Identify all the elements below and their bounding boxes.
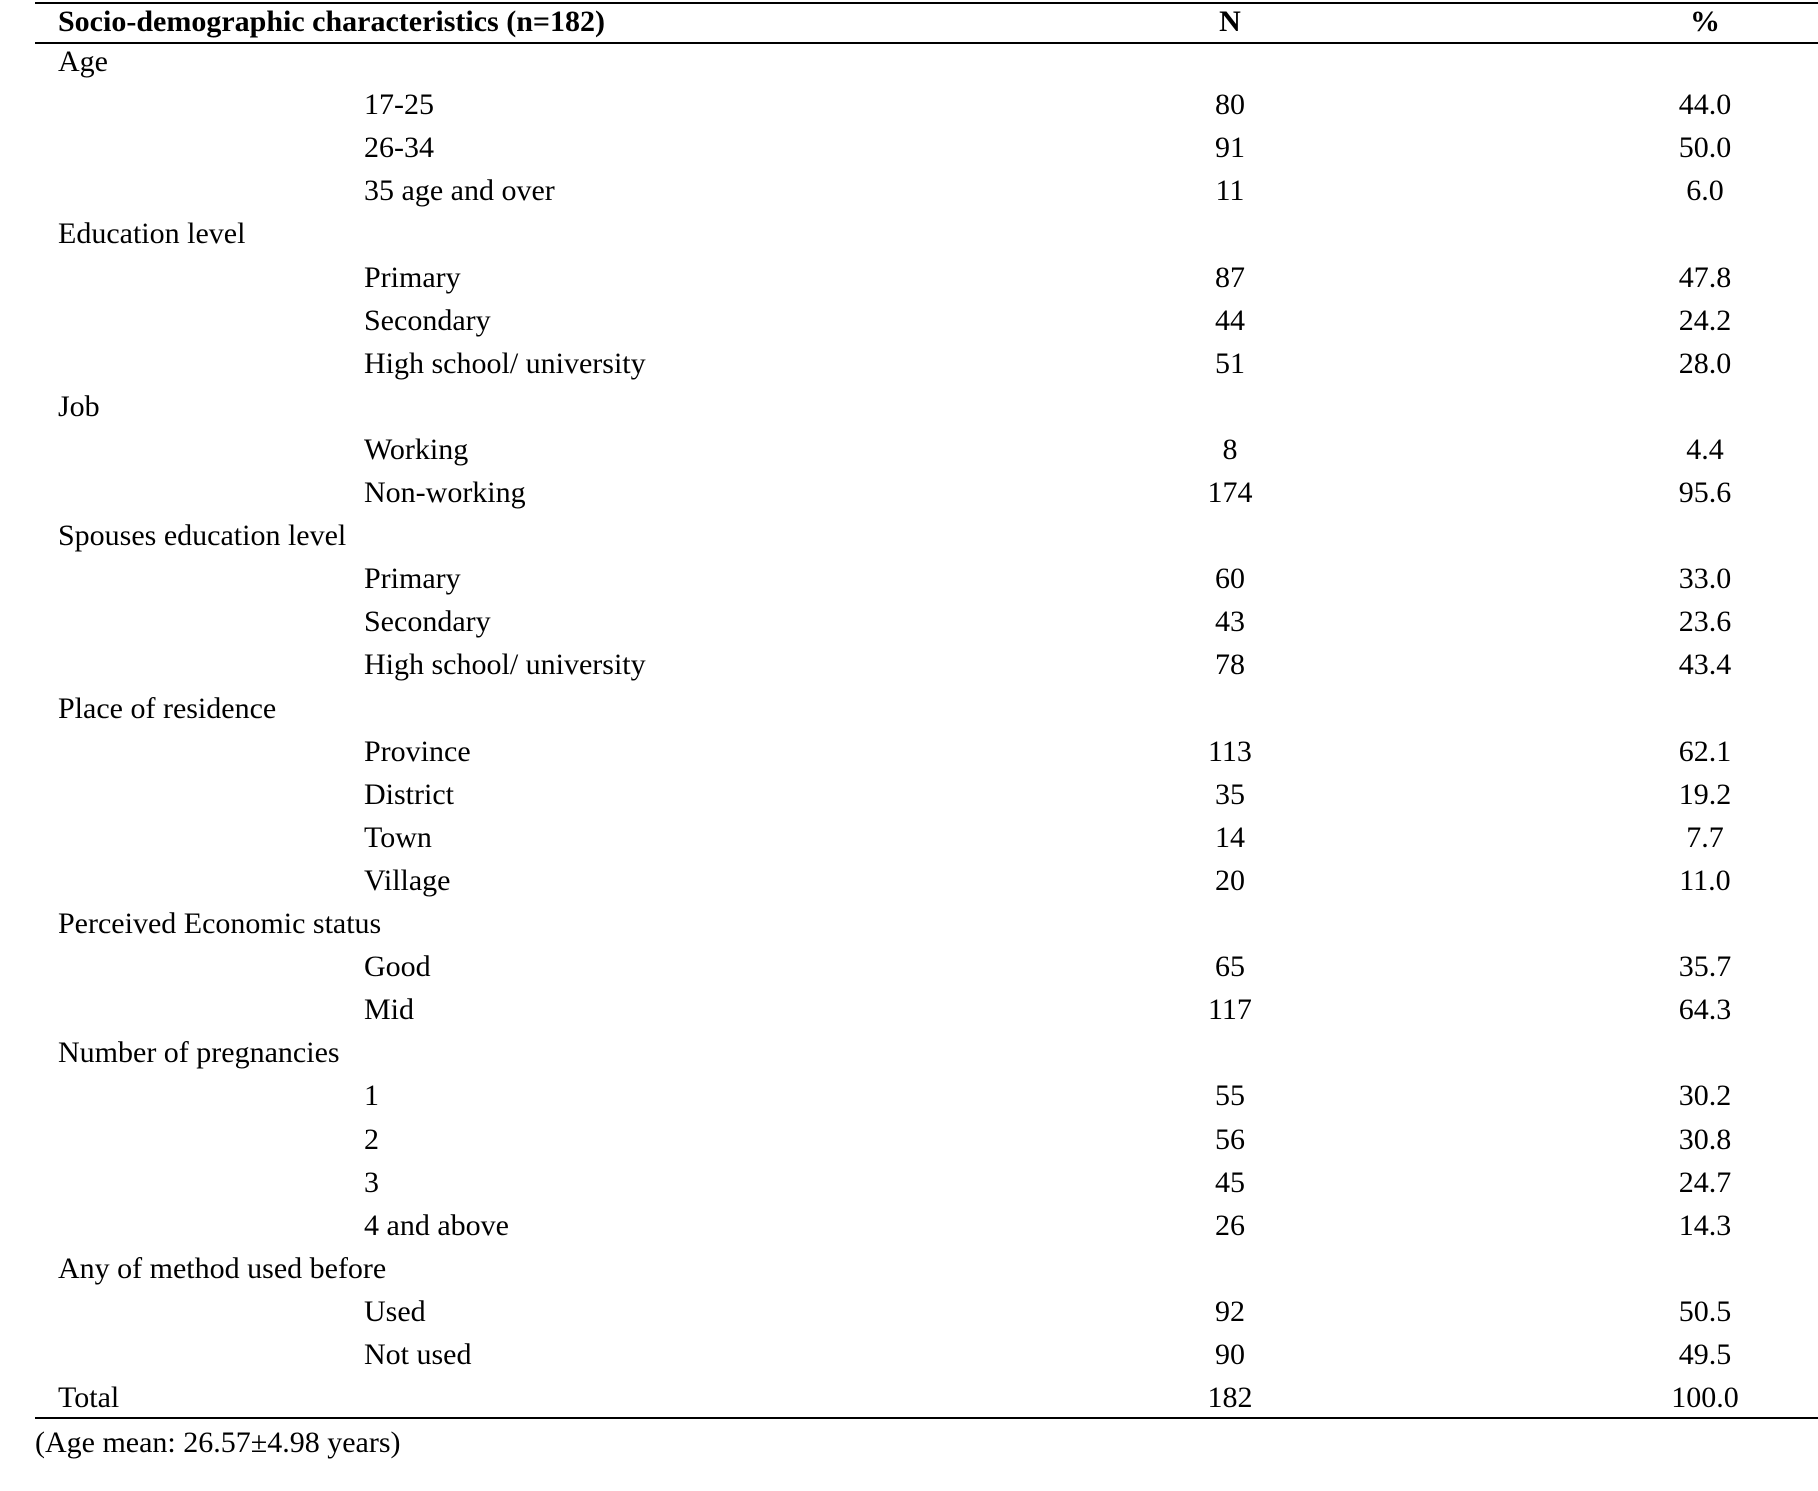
- category-row: [0, 212, 1818, 255]
- percent-value: 35.7: [1678, 950, 1732, 984]
- n-value: 91: [1215, 131, 1245, 165]
- n-value: 92: [1215, 1294, 1245, 1328]
- category-row: [0, 385, 1818, 428]
- n-value: 11: [1215, 174, 1245, 208]
- table-row: [0, 945, 1818, 988]
- row-label: 4 and above: [364, 1208, 509, 1242]
- row-label: High school/ university: [364, 346, 646, 380]
- percent-value: 7.7: [1686, 820, 1724, 854]
- row-label: Town: [364, 820, 432, 854]
- table-row: [0, 126, 1818, 169]
- category-label: Spouses education level: [58, 519, 347, 553]
- n-value: 44: [1215, 303, 1245, 337]
- n-value: 14: [1215, 820, 1245, 854]
- percent-value: 95.6: [1678, 476, 1732, 509]
- percent-value: 4.4: [1686, 432, 1724, 466]
- n-value: 117: [1208, 993, 1252, 1027]
- row-label: 1: [364, 1079, 379, 1113]
- category-row: [0, 40, 1818, 83]
- table-row: [0, 1118, 1818, 1161]
- n-value: 80: [1215, 88, 1245, 122]
- table-header-row: [0, 0, 1818, 43]
- table-row: [0, 83, 1818, 126]
- table-row: [0, 1290, 1818, 1333]
- row-label: Village: [364, 863, 451, 897]
- table-row: [0, 342, 1818, 385]
- category-label: Age: [58, 45, 108, 78]
- category-row: [0, 687, 1818, 730]
- percent-value: 24.7: [1678, 1165, 1732, 1199]
- table-row: [0, 557, 1818, 600]
- category-label: Perceived Economic status: [58, 907, 382, 940]
- category-label: Job: [58, 389, 100, 423]
- percent-value: 100.0: [1671, 1381, 1739, 1415]
- table-row: [0, 859, 1818, 902]
- row-label: Primary: [364, 562, 461, 596]
- percent-value: 19.2: [1678, 777, 1732, 811]
- row-label: 26-34: [364, 131, 434, 165]
- percent-value: 11.0: [1679, 863, 1731, 897]
- table-row: [0, 643, 1818, 686]
- category-row: [0, 1247, 1818, 1290]
- percent-value: 50.0: [1678, 131, 1732, 165]
- row-label: 2: [364, 1122, 379, 1156]
- category-label: Any of method used before: [58, 1251, 387, 1285]
- n-value: 56: [1215, 1122, 1245, 1156]
- row-label: Good: [364, 950, 431, 984]
- percent-value: 62.1: [1678, 734, 1732, 768]
- row-label: High school/ university: [364, 648, 646, 682]
- table-row: [0, 428, 1818, 471]
- row-label: Not used: [364, 1338, 472, 1371]
- category-label: Education level: [58, 217, 246, 251]
- table-row: [0, 1204, 1818, 1247]
- table-row: [0, 299, 1818, 342]
- percent-value: 43.4: [1678, 648, 1732, 682]
- percent-value: 49.5: [1678, 1338, 1732, 1371]
- table-row: [0, 169, 1818, 212]
- percent-value: 33.0: [1678, 562, 1732, 596]
- table-row: [0, 988, 1818, 1031]
- row-label: 17-25: [364, 88, 434, 122]
- percent-value: 30.2: [1678, 1079, 1732, 1113]
- percent-value: 44.0: [1678, 88, 1732, 122]
- table-row: [0, 471, 1818, 514]
- table-row: [0, 256, 1818, 299]
- row-label: Mid: [364, 993, 415, 1027]
- percent-value: 28.0: [1678, 346, 1732, 380]
- percent-value: 64.3: [1678, 993, 1732, 1027]
- percent-value: 24.2: [1678, 303, 1732, 337]
- n-value: 55: [1215, 1079, 1245, 1113]
- n-value: 90: [1215, 1338, 1245, 1371]
- header-percent: %: [1690, 5, 1720, 38]
- n-value: 8: [1222, 432, 1238, 466]
- n-value: 182: [1207, 1381, 1253, 1415]
- percent-value: 6.0: [1686, 174, 1724, 208]
- percent-value: 47.8: [1678, 260, 1732, 294]
- table-row: [0, 816, 1818, 859]
- table-row: [0, 1161, 1818, 1204]
- percent-value: 30.8: [1678, 1122, 1732, 1156]
- row-label: Non-working: [364, 476, 526, 509]
- n-value: 35: [1215, 777, 1245, 811]
- header-n: N: [1219, 5, 1241, 38]
- table-row: [0, 730, 1818, 773]
- n-value: 87: [1215, 260, 1245, 294]
- table-row: [0, 1074, 1818, 1117]
- row-label: Secondary: [364, 605, 491, 639]
- row-label: Secondary: [364, 303, 491, 337]
- table-row: [0, 773, 1818, 816]
- percent-value: 14.3: [1678, 1208, 1732, 1242]
- total-row: [0, 1376, 1818, 1419]
- n-value: 113: [1208, 734, 1252, 768]
- category-label: Total: [58, 1381, 120, 1415]
- row-label: Province: [364, 734, 471, 768]
- n-value: 20: [1215, 863, 1245, 897]
- row-label: Primary: [364, 260, 461, 294]
- category-label: Place of residence: [58, 691, 277, 725]
- n-value: 174: [1207, 476, 1253, 509]
- n-value: 51: [1215, 346, 1245, 380]
- category-row: [0, 1031, 1818, 1074]
- n-value: 60: [1215, 562, 1245, 596]
- row-label: Used: [364, 1294, 426, 1328]
- table-footnote: (Age mean: 26.57±4.98 years): [35, 1426, 401, 1459]
- row-label: Working: [364, 432, 469, 466]
- n-value: 65: [1215, 950, 1245, 984]
- n-value: 78: [1215, 648, 1245, 682]
- n-value: 26: [1215, 1208, 1245, 1242]
- category-label: Number of pregnancies: [58, 1036, 340, 1070]
- table-row: [0, 600, 1818, 643]
- row-label: District: [364, 777, 454, 811]
- header-characteristics: Socio-demographic characteristics (n=182): [58, 5, 605, 38]
- percent-value: 50.5: [1678, 1294, 1732, 1328]
- table-bottom-rule: [35, 1417, 1818, 1419]
- table-row: [0, 1333, 1818, 1376]
- category-row: [0, 514, 1818, 557]
- row-label: 35 age and over: [364, 174, 555, 208]
- percent-value: 23.6: [1678, 605, 1732, 639]
- n-value: 45: [1215, 1165, 1245, 1199]
- n-value: 43: [1215, 605, 1245, 639]
- category-row: [0, 902, 1818, 945]
- row-label: 3: [364, 1165, 379, 1199]
